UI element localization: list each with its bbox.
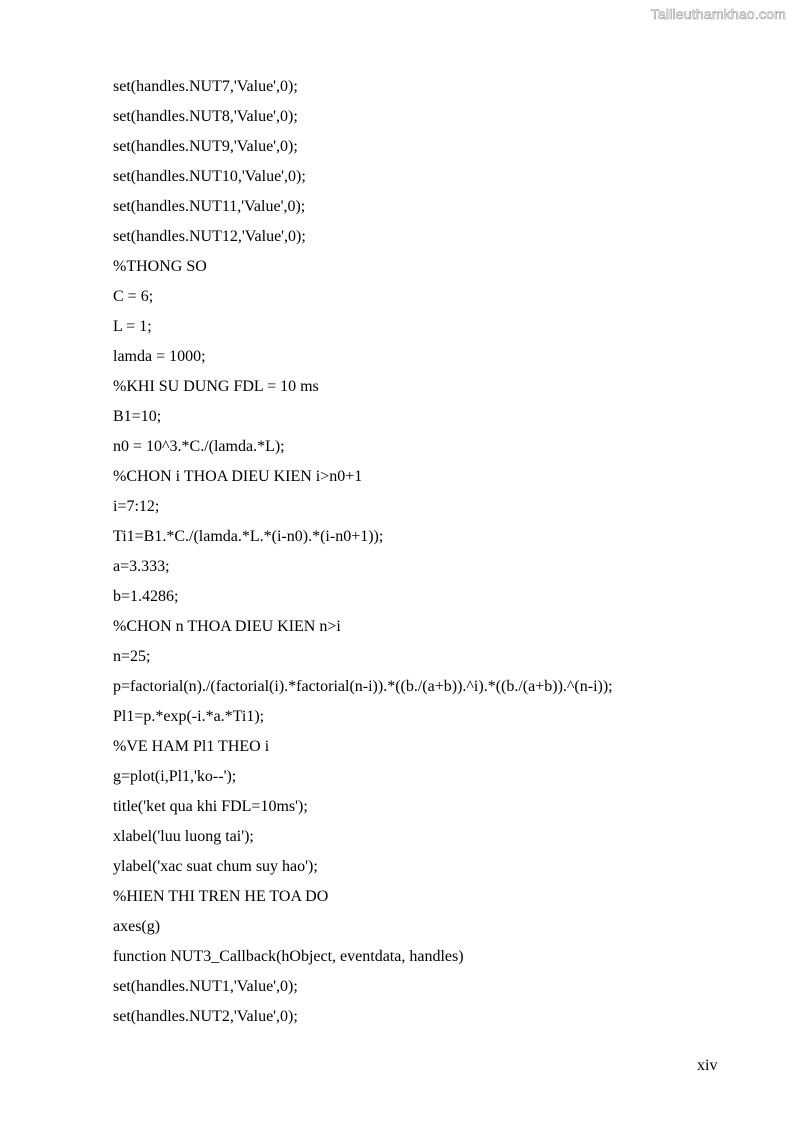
code-line: B1=10;	[113, 408, 162, 425]
code-listing	[113, 74, 613, 1034]
code-line: xlabel('luu luong tai');	[113, 828, 254, 845]
code-line: set(handles.NUT10,'Value',0);	[113, 168, 306, 185]
code-line: %VE HAM Pl1 THEO i	[113, 738, 270, 755]
code-line: Pl1=p.*exp(-i.*a.*Ti1);	[113, 708, 265, 725]
code-line: set(handles.NUT8,'Value',0);	[113, 108, 298, 125]
watermark: Tailieuthamkhao.com	[650, 6, 786, 22]
code-line: C = 6;	[113, 288, 154, 305]
code-line: g=plot(i,Pl1,'ko--');	[113, 768, 237, 785]
code-line: set(handles.NUT1,'Value',0);	[113, 978, 298, 995]
code-line: Ti1=B1.*C./(lamda.*L.*(i-n0).*(i-n0+1));	[113, 528, 384, 545]
code-line: n=25;	[113, 648, 151, 665]
code-line: %HIEN THI TREN HE TOA DO	[113, 888, 329, 905]
code-line: %THONG SO	[113, 258, 207, 275]
code-line: b=1.4286;	[113, 588, 179, 605]
code-line: set(handles.NUT7,'Value',0);	[113, 78, 298, 95]
code-line: %CHON n THOA DIEU KIEN n>i	[113, 618, 341, 635]
code-line: %KHI SU DUNG FDL = 10 ms	[113, 378, 319, 395]
code-line: set(handles.NUT12,'Value',0);	[113, 228, 306, 245]
code-line: n0 = 10^3.*C./(lamda.*L);	[113, 438, 285, 455]
code-line: function NUT3_Callback(hObject, eventdata, handles)	[113, 948, 464, 965]
code-line: set(handles.NUT9,'Value',0);	[113, 138, 298, 155]
code-line: p=factorial(n)./(factorial(i).*factorial(n-i)).*((b./(a+b)).^i).*((b./(a+b)).^(n-i));	[113, 678, 613, 695]
code-line: axes(g)	[113, 918, 161, 935]
page-number: xiv	[697, 1057, 718, 1074]
code-line: lamda = 1000;	[113, 348, 206, 365]
code-line: %CHON i THOA DIEU KIEN i>n0+1	[113, 468, 363, 485]
code-line: title('ket qua khi FDL=10ms');	[113, 798, 308, 815]
code-line: i=7:12;	[113, 498, 160, 515]
code-line: set(handles.NUT11,'Value',0);	[113, 198, 306, 215]
code-line: set(handles.NUT2,'Value',0);	[113, 1008, 298, 1025]
code-line: ylabel('xac suat chum suy hao');	[113, 858, 318, 875]
code-line: a=3.333;	[113, 558, 170, 575]
code-line: L = 1;	[113, 318, 152, 335]
